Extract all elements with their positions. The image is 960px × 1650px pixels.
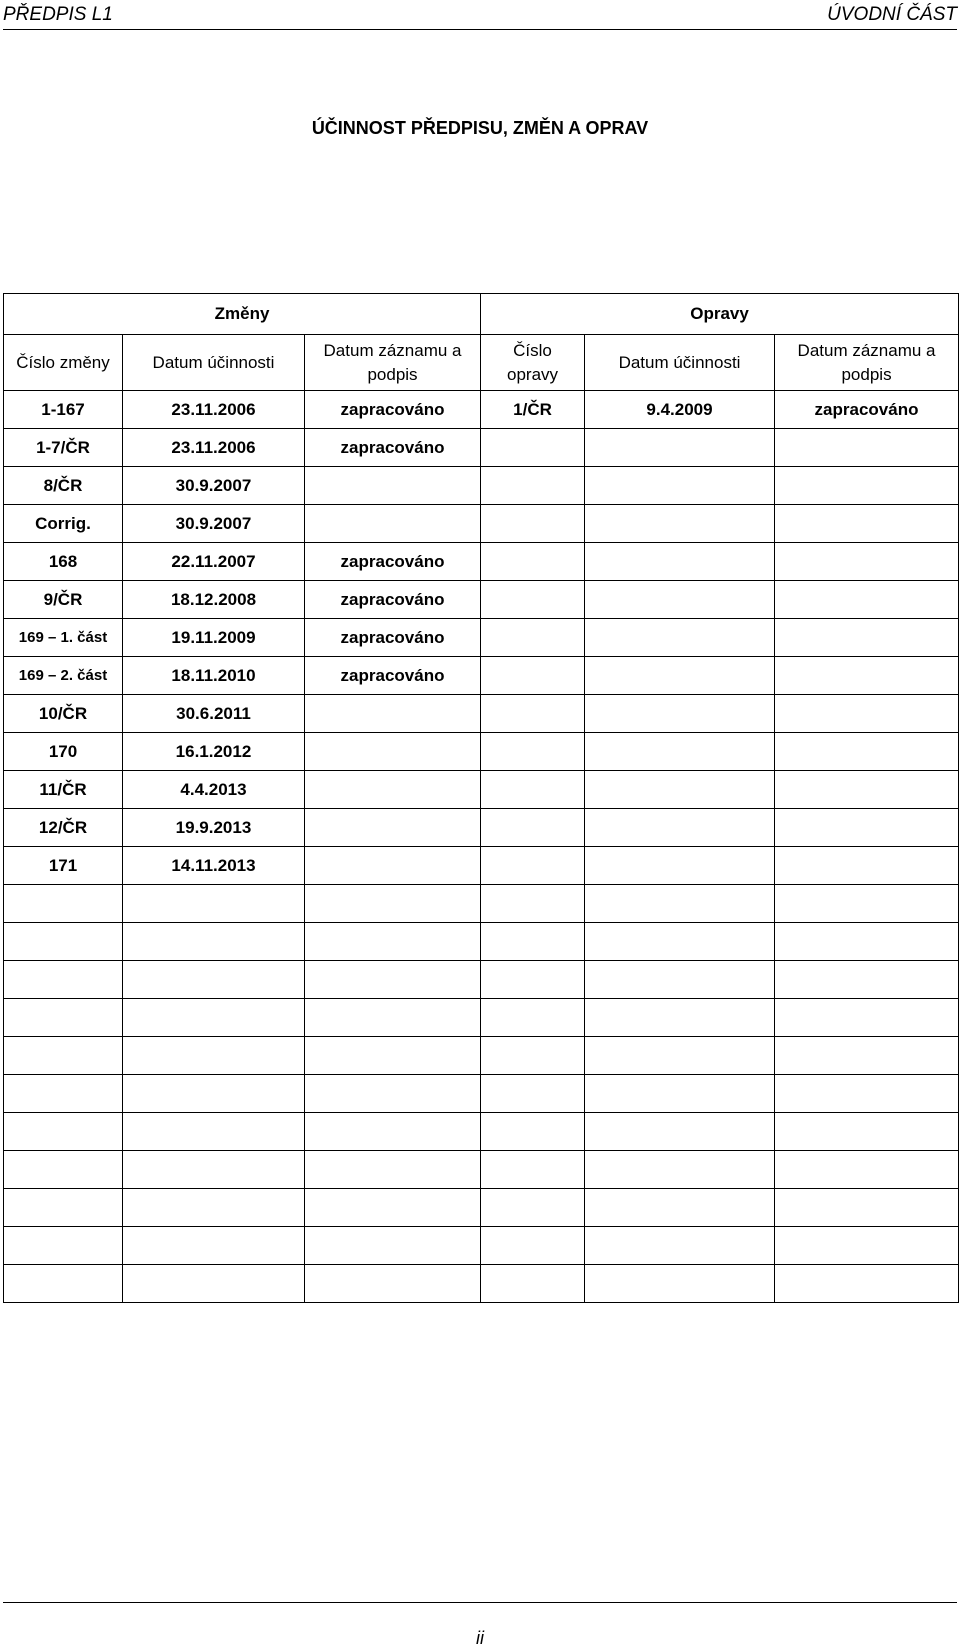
change-effective-date-cell: 16.1.2012 — [123, 733, 305, 771]
table-row — [4, 999, 959, 1037]
correction-record-cell: zapracováno — [775, 391, 959, 429]
correction-record-cell — [775, 1265, 959, 1303]
change-effective-date-cell — [123, 1075, 305, 1113]
change-effective-date-cell: 23.11.2006 — [123, 391, 305, 429]
change-number-cell: 1-7/ČR — [4, 429, 123, 467]
change-record-cell — [305, 885, 481, 923]
change-number-cell — [4, 885, 123, 923]
col-header-correction-record-date: Datum záznamu a podpis — [775, 335, 959, 391]
change-record-cell — [305, 733, 481, 771]
table-row — [4, 1189, 959, 1227]
correction-number-cell — [481, 733, 585, 771]
change-record-cell — [305, 1113, 481, 1151]
change-effective-date-cell — [123, 1265, 305, 1303]
change-number-cell: Corrig. — [4, 505, 123, 543]
change-number-cell: 169 – 2. část — [4, 657, 123, 695]
change-number-cell: 8/ČR — [4, 467, 123, 505]
correction-number-cell — [481, 619, 585, 657]
correction-effective-date-cell — [585, 467, 775, 505]
correction-record-cell — [775, 657, 959, 695]
change-effective-date-cell: 23.11.2006 — [123, 429, 305, 467]
correction-effective-date-cell — [585, 1075, 775, 1113]
correction-effective-date-cell — [585, 999, 775, 1037]
correction-effective-date-cell — [585, 961, 775, 999]
page-number: ii — [476, 1628, 484, 1648]
change-effective-date-cell — [123, 1151, 305, 1189]
correction-effective-date-cell — [585, 1113, 775, 1151]
table-row — [4, 657, 959, 695]
corrections-group-header: Opravy — [481, 294, 959, 335]
change-number-cell — [4, 961, 123, 999]
correction-effective-date-cell — [585, 1227, 775, 1265]
correction-record-cell — [775, 961, 959, 999]
change-effective-date-cell — [123, 961, 305, 999]
correction-number-cell — [481, 1151, 585, 1189]
correction-record-cell — [775, 1075, 959, 1113]
correction-record-cell — [775, 505, 959, 543]
change-record-cell: zapracováno — [305, 543, 481, 581]
change-record-cell — [305, 809, 481, 847]
correction-record-cell — [775, 543, 959, 581]
correction-effective-date-cell — [585, 733, 775, 771]
change-number-cell — [4, 1037, 123, 1075]
change-number-cell — [4, 1151, 123, 1189]
correction-effective-date-cell — [585, 1189, 775, 1227]
change-effective-date-cell: 22.11.2007 — [123, 543, 305, 581]
records-table — [3, 293, 959, 1303]
correction-record-cell — [775, 1227, 959, 1265]
change-effective-date-cell: 30.9.2007 — [123, 505, 305, 543]
change-number-cell — [4, 1227, 123, 1265]
correction-effective-date-cell — [585, 581, 775, 619]
correction-number-cell — [481, 581, 585, 619]
correction-effective-date-cell — [585, 1151, 775, 1189]
change-effective-date-cell: 19.11.2009 — [123, 619, 305, 657]
change-record-cell: zapracováno — [305, 619, 481, 657]
correction-effective-date-cell — [585, 429, 775, 467]
change-record-cell — [305, 999, 481, 1037]
change-record-cell — [305, 695, 481, 733]
correction-number-cell — [481, 1265, 585, 1303]
correction-record-cell — [775, 467, 959, 505]
change-number-cell — [4, 923, 123, 961]
table-row — [4, 733, 959, 771]
correction-number-cell — [481, 1227, 585, 1265]
change-effective-date-cell — [123, 1227, 305, 1265]
change-record-cell: zapracováno — [305, 581, 481, 619]
change-effective-date-cell — [123, 999, 305, 1037]
change-record-cell — [305, 1265, 481, 1303]
change-effective-date-cell — [123, 1113, 305, 1151]
correction-number-cell — [481, 1189, 585, 1227]
table-row — [4, 923, 959, 961]
table-row — [4, 1227, 959, 1265]
change-effective-date-cell: 30.6.2011 — [123, 695, 305, 733]
correction-effective-date-cell — [585, 847, 775, 885]
col-header-change-record-date: Datum záznamu a podpis — [305, 335, 481, 391]
correction-effective-date-cell — [585, 695, 775, 733]
correction-record-cell — [775, 1113, 959, 1151]
correction-effective-date-cell — [585, 809, 775, 847]
change-record-cell — [305, 505, 481, 543]
table-row — [4, 429, 959, 467]
correction-record-cell — [775, 809, 959, 847]
correction-number-cell — [481, 961, 585, 999]
change-effective-date-cell: 18.12.2008 — [123, 581, 305, 619]
table-row — [4, 1265, 959, 1303]
change-number-cell — [4, 1113, 123, 1151]
table-row — [4, 581, 959, 619]
correction-number-cell — [481, 847, 585, 885]
correction-record-cell — [775, 923, 959, 961]
table-row — [4, 1113, 959, 1151]
correction-record-cell — [775, 581, 959, 619]
correction-number-cell — [481, 771, 585, 809]
correction-record-cell — [775, 1189, 959, 1227]
table-row — [4, 1151, 959, 1189]
change-record-cell: zapracováno — [305, 429, 481, 467]
change-number-cell: 171 — [4, 847, 123, 885]
correction-record-cell — [775, 771, 959, 809]
correction-effective-date-cell — [585, 771, 775, 809]
table-row — [4, 467, 959, 505]
table-row — [4, 847, 959, 885]
header-document-name: PŘEDPIS L1 — [3, 4, 113, 25]
change-number-cell — [4, 1189, 123, 1227]
correction-number-cell — [481, 1075, 585, 1113]
change-record-cell — [305, 1037, 481, 1075]
change-record-cell — [305, 1151, 481, 1189]
col-header-change-number: Číslo změny — [4, 335, 123, 391]
table-row — [4, 543, 959, 581]
change-effective-date-cell: 18.11.2010 — [123, 657, 305, 695]
correction-number-cell: 1/ČR — [481, 391, 585, 429]
col-header-correction-effective-date: Datum účinnosti — [585, 335, 775, 391]
header-rule — [3, 29, 957, 30]
correction-number-cell — [481, 1037, 585, 1075]
table-row — [4, 695, 959, 733]
change-effective-date-cell: 14.11.2013 — [123, 847, 305, 885]
table-row — [4, 1037, 959, 1075]
correction-number-cell — [481, 467, 585, 505]
change-number-cell: 168 — [4, 543, 123, 581]
header-section-name: ÚVODNÍ ČÁST — [827, 4, 957, 25]
change-effective-date-cell — [123, 1037, 305, 1075]
change-record-cell — [305, 467, 481, 505]
change-number-cell: 10/ČR — [4, 695, 123, 733]
table-group-header-row — [4, 294, 959, 335]
change-effective-date-cell: 19.9.2013 — [123, 809, 305, 847]
footer-rule — [3, 1602, 957, 1603]
change-effective-date-cell: 4.4.2013 — [123, 771, 305, 809]
table-row — [4, 961, 959, 999]
correction-number-cell — [481, 923, 585, 961]
table-row — [4, 1075, 959, 1113]
change-number-cell — [4, 999, 123, 1037]
correction-record-cell — [775, 999, 959, 1037]
change-effective-date-cell — [123, 923, 305, 961]
change-record-cell: zapracováno — [305, 657, 481, 695]
correction-effective-date-cell — [585, 619, 775, 657]
correction-number-cell — [481, 1113, 585, 1151]
change-number-cell — [4, 1075, 123, 1113]
correction-effective-date-cell — [585, 1037, 775, 1075]
correction-number-cell — [481, 999, 585, 1037]
change-record-cell — [305, 847, 481, 885]
change-effective-date-cell — [123, 885, 305, 923]
change-record-cell — [305, 1189, 481, 1227]
correction-record-cell — [775, 733, 959, 771]
table-row — [4, 619, 959, 657]
table-row — [4, 505, 959, 543]
change-record-cell — [305, 771, 481, 809]
changes-group-header: Změny — [4, 294, 481, 335]
correction-record-cell — [775, 885, 959, 923]
change-record-cell — [305, 923, 481, 961]
correction-record-cell — [775, 847, 959, 885]
table-row — [4, 391, 959, 429]
correction-record-cell — [775, 1037, 959, 1075]
table-row — [4, 809, 959, 847]
correction-effective-date-cell — [585, 1265, 775, 1303]
table-row — [4, 885, 959, 923]
col-header-change-effective-date: Datum účinnosti — [123, 335, 305, 391]
correction-record-cell — [775, 695, 959, 733]
change-record-cell — [305, 961, 481, 999]
correction-record-cell — [775, 619, 959, 657]
change-record-cell — [305, 1075, 481, 1113]
correction-effective-date-cell: 9.4.2009 — [585, 391, 775, 429]
correction-record-cell — [775, 429, 959, 467]
correction-number-cell — [481, 505, 585, 543]
change-record-cell — [305, 1227, 481, 1265]
page-title: ÚČINNOST PŘEDPISU, ZMĚN A OPRAV — [311, 118, 649, 138]
correction-number-cell — [481, 695, 585, 733]
correction-effective-date-cell — [585, 923, 775, 961]
correction-number-cell — [481, 543, 585, 581]
change-effective-date-cell — [123, 1189, 305, 1227]
correction-effective-date-cell — [585, 885, 775, 923]
correction-effective-date-cell — [585, 505, 775, 543]
change-number-cell — [4, 1265, 123, 1303]
change-number-cell: 1-167 — [4, 391, 123, 429]
correction-effective-date-cell — [585, 657, 775, 695]
correction-number-cell — [481, 885, 585, 923]
change-effective-date-cell: 30.9.2007 — [123, 467, 305, 505]
change-number-cell: 170 — [4, 733, 123, 771]
change-number-cell: 9/ČR — [4, 581, 123, 619]
correction-number-cell — [481, 429, 585, 467]
change-number-cell: 12/ČR — [4, 809, 123, 847]
change-number-cell: 169 – 1. část — [4, 619, 123, 657]
correction-number-cell — [481, 809, 585, 847]
change-record-cell: zapracováno — [305, 391, 481, 429]
change-number-cell: 11/ČR — [4, 771, 123, 809]
correction-effective-date-cell — [585, 543, 775, 581]
correction-number-cell — [481, 657, 585, 695]
col-header-correction-number: Číslo opravy — [481, 335, 585, 391]
correction-record-cell — [775, 1151, 959, 1189]
table-column-header-row — [4, 335, 959, 391]
table-row — [4, 771, 959, 809]
